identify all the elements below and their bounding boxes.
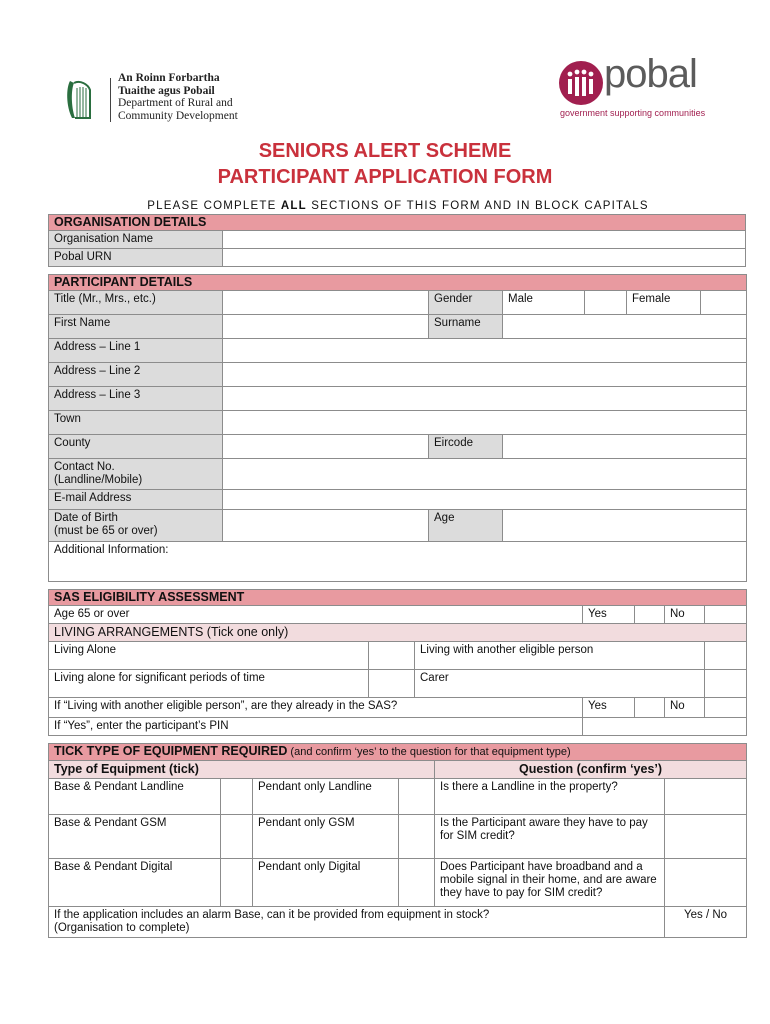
female-label: Female	[627, 291, 701, 315]
email-field[interactable]	[223, 490, 747, 510]
organisation-name-field[interactable]	[223, 231, 746, 249]
digital-question: Does Participant have broadband and a mobile signal in their home, and are aware they have to pay for SIM credit?	[435, 859, 665, 907]
age-no-label: No	[665, 606, 705, 624]
sas-no-box[interactable]	[705, 698, 747, 718]
equipment-heading	[49, 744, 747, 761]
pin-label: If “Yes”, enter the participant’s PIN	[49, 718, 583, 736]
instruction-text	[48, 200, 748, 212]
living-arrangements-heading: LIVING ARRANGEMENTS (Tick one only)	[49, 624, 747, 642]
application-form	[48, 214, 746, 938]
living-with-box[interactable]	[705, 642, 747, 670]
equipment-heading-note: (and confirm ‘yes’ to the question for that equipment type)	[287, 746, 571, 758]
eligibility-section	[48, 589, 747, 736]
town-label: Town	[49, 411, 223, 435]
base-pendant-digital-label: Base & Pendant Digital	[49, 859, 221, 907]
title-label: Title (Mr., Mrs., etc.)	[49, 291, 223, 315]
pendant-only-landline-box[interactable]	[399, 779, 435, 815]
base-pendant-gsm-label: Base & Pendant GSM	[49, 815, 221, 859]
county-label: County	[49, 435, 223, 459]
stock-question-line2: (Organisation to complete)	[54, 922, 190, 934]
department-line: Department of Rural and	[118, 97, 233, 109]
town-field[interactable]	[223, 411, 747, 435]
gsm-question: Is the Participant aware they have to pay for SIM credit?	[435, 815, 665, 859]
contact-label-line2: (Landline/Mobile)	[54, 474, 143, 486]
dob-label-line2: (must be 65 or over)	[54, 525, 158, 537]
female-tick-box[interactable]	[701, 291, 747, 315]
surname-field[interactable]	[503, 315, 747, 339]
living-alone-box[interactable]	[369, 642, 415, 670]
email-label: E-mail Address	[49, 490, 223, 510]
instruction-after: SECTIONS OF THIS FORM AND IN BLOCK CAPITALS	[306, 200, 649, 212]
age-label: Age	[429, 510, 503, 542]
base-pendant-landline-box[interactable]	[221, 779, 253, 815]
dob-label-line1: Date of Birth	[54, 512, 118, 524]
sas-yes-label: Yes	[583, 698, 635, 718]
base-pendant-gsm-box[interactable]	[221, 815, 253, 859]
additional-information-field[interactable]	[49, 542, 747, 582]
living-alone-label: Living Alone	[49, 642, 369, 670]
first-name-field[interactable]	[223, 315, 429, 339]
eircode-field[interactable]	[503, 435, 747, 459]
equipment-section	[48, 743, 747, 938]
pendant-only-digital-box[interactable]	[399, 859, 435, 907]
surname-label: Surname	[429, 315, 503, 339]
male-label: Male	[503, 291, 585, 315]
stock-yes-no[interactable]: Yes / No	[665, 907, 747, 938]
carer-box[interactable]	[705, 670, 747, 698]
address-line3-field[interactable]	[223, 387, 747, 411]
landline-confirm-box[interactable]	[665, 779, 747, 815]
digital-confirm-box[interactable]	[665, 859, 747, 907]
equipment-heading-bold: TICK TYPE OF EQUIPMENT REQUIRED	[54, 744, 288, 758]
age-question: Age 65 or over	[49, 606, 583, 624]
dob-label	[49, 510, 223, 542]
pobal-tagline: government supporting communities	[560, 108, 706, 118]
department-divider	[110, 78, 111, 122]
organisation-section	[48, 214, 746, 267]
living-periods-label: Living alone for significant periods of time	[49, 670, 369, 698]
contact-label	[49, 459, 223, 490]
eligibility-heading: SAS ELIGIBILITY ASSESSMENT	[49, 590, 747, 606]
gsm-confirm-box[interactable]	[665, 815, 747, 859]
pin-field[interactable]	[583, 718, 747, 736]
pobal-urn-field[interactable]	[223, 249, 746, 267]
type-of-equipment-header: Type of Equipment (tick)	[49, 761, 435, 779]
address-line1-label: Address – Line 1	[49, 339, 223, 363]
additional-information-label: Additional Information:	[54, 544, 169, 556]
pendant-only-gsm-box[interactable]	[399, 815, 435, 859]
participant-section	[48, 274, 747, 582]
male-tick-box[interactable]	[585, 291, 627, 315]
age-yes-box[interactable]	[635, 606, 665, 624]
already-in-sas-question: If “Living with another eligible person”, are they already in the SAS?	[49, 698, 583, 718]
pobal-wordmark: pobal	[604, 52, 697, 96]
gender-label: Gender	[429, 291, 503, 315]
sas-no-label: No	[665, 698, 705, 718]
address-line3-label: Address – Line 3	[49, 387, 223, 411]
pobal-urn-label: Pobal URN	[49, 249, 223, 267]
pendant-only-digital-label: Pendant only Digital	[253, 859, 399, 907]
organisation-heading: ORGANISATION DETAILS	[49, 215, 746, 231]
sas-yes-box[interactable]	[635, 698, 665, 718]
instruction-bold: ALL	[280, 200, 307, 212]
carer-label: Carer	[415, 670, 705, 698]
pendant-only-landline-label: Pendant only Landline	[253, 779, 399, 815]
department-line: Community Development	[118, 109, 238, 122]
age-field[interactable]	[503, 510, 747, 542]
first-name-label: First Name	[49, 315, 223, 339]
question-header: Question (confirm ‘yes’)	[435, 761, 747, 779]
dob-field[interactable]	[223, 510, 429, 542]
harp-emblem-icon	[64, 78, 92, 122]
address-line2-label: Address – Line 2	[49, 363, 223, 387]
department-line: An Roinn Forbartha	[118, 72, 220, 84]
address-line1-field[interactable]	[223, 339, 747, 363]
department-line: Tuaithe agus Pobail	[118, 84, 215, 97]
department-name	[118, 72, 238, 122]
contact-label-line1: Contact No.	[54, 461, 115, 473]
landline-question: Is there a Landline in the property?	[435, 779, 665, 815]
address-line2-field[interactable]	[223, 363, 747, 387]
base-pendant-landline-label: Base & Pendant Landline	[49, 779, 221, 815]
organisation-name-label: Organisation Name	[49, 231, 223, 249]
instruction-before: PLEASE COMPLETE	[147, 200, 281, 212]
stock-question	[49, 907, 665, 938]
eircode-label: Eircode	[429, 435, 503, 459]
pendant-only-gsm-label: Pendant only GSM	[253, 815, 399, 859]
form-subtitle: PARTICIPANT APPLICATION FORM	[217, 166, 553, 188]
county-field[interactable]	[223, 435, 429, 459]
stock-question-line1: If the application includes an alarm Base, can it be provided from equipment in stock?	[54, 909, 490, 921]
base-pendant-digital-box[interactable]	[221, 859, 253, 907]
form-title: SENIORS ALERT SCHEME	[258, 140, 512, 162]
pobal-logo-icon	[558, 60, 604, 106]
age-no-box[interactable]	[705, 606, 747, 624]
living-periods-box[interactable]	[369, 670, 415, 698]
contact-field[interactable]	[223, 459, 747, 490]
title-field[interactable]	[223, 291, 429, 315]
participant-heading: PARTICIPANT DETAILS	[49, 275, 747, 291]
living-with-label: Living with another eligible person	[415, 642, 705, 670]
age-yes-label: Yes	[583, 606, 635, 624]
